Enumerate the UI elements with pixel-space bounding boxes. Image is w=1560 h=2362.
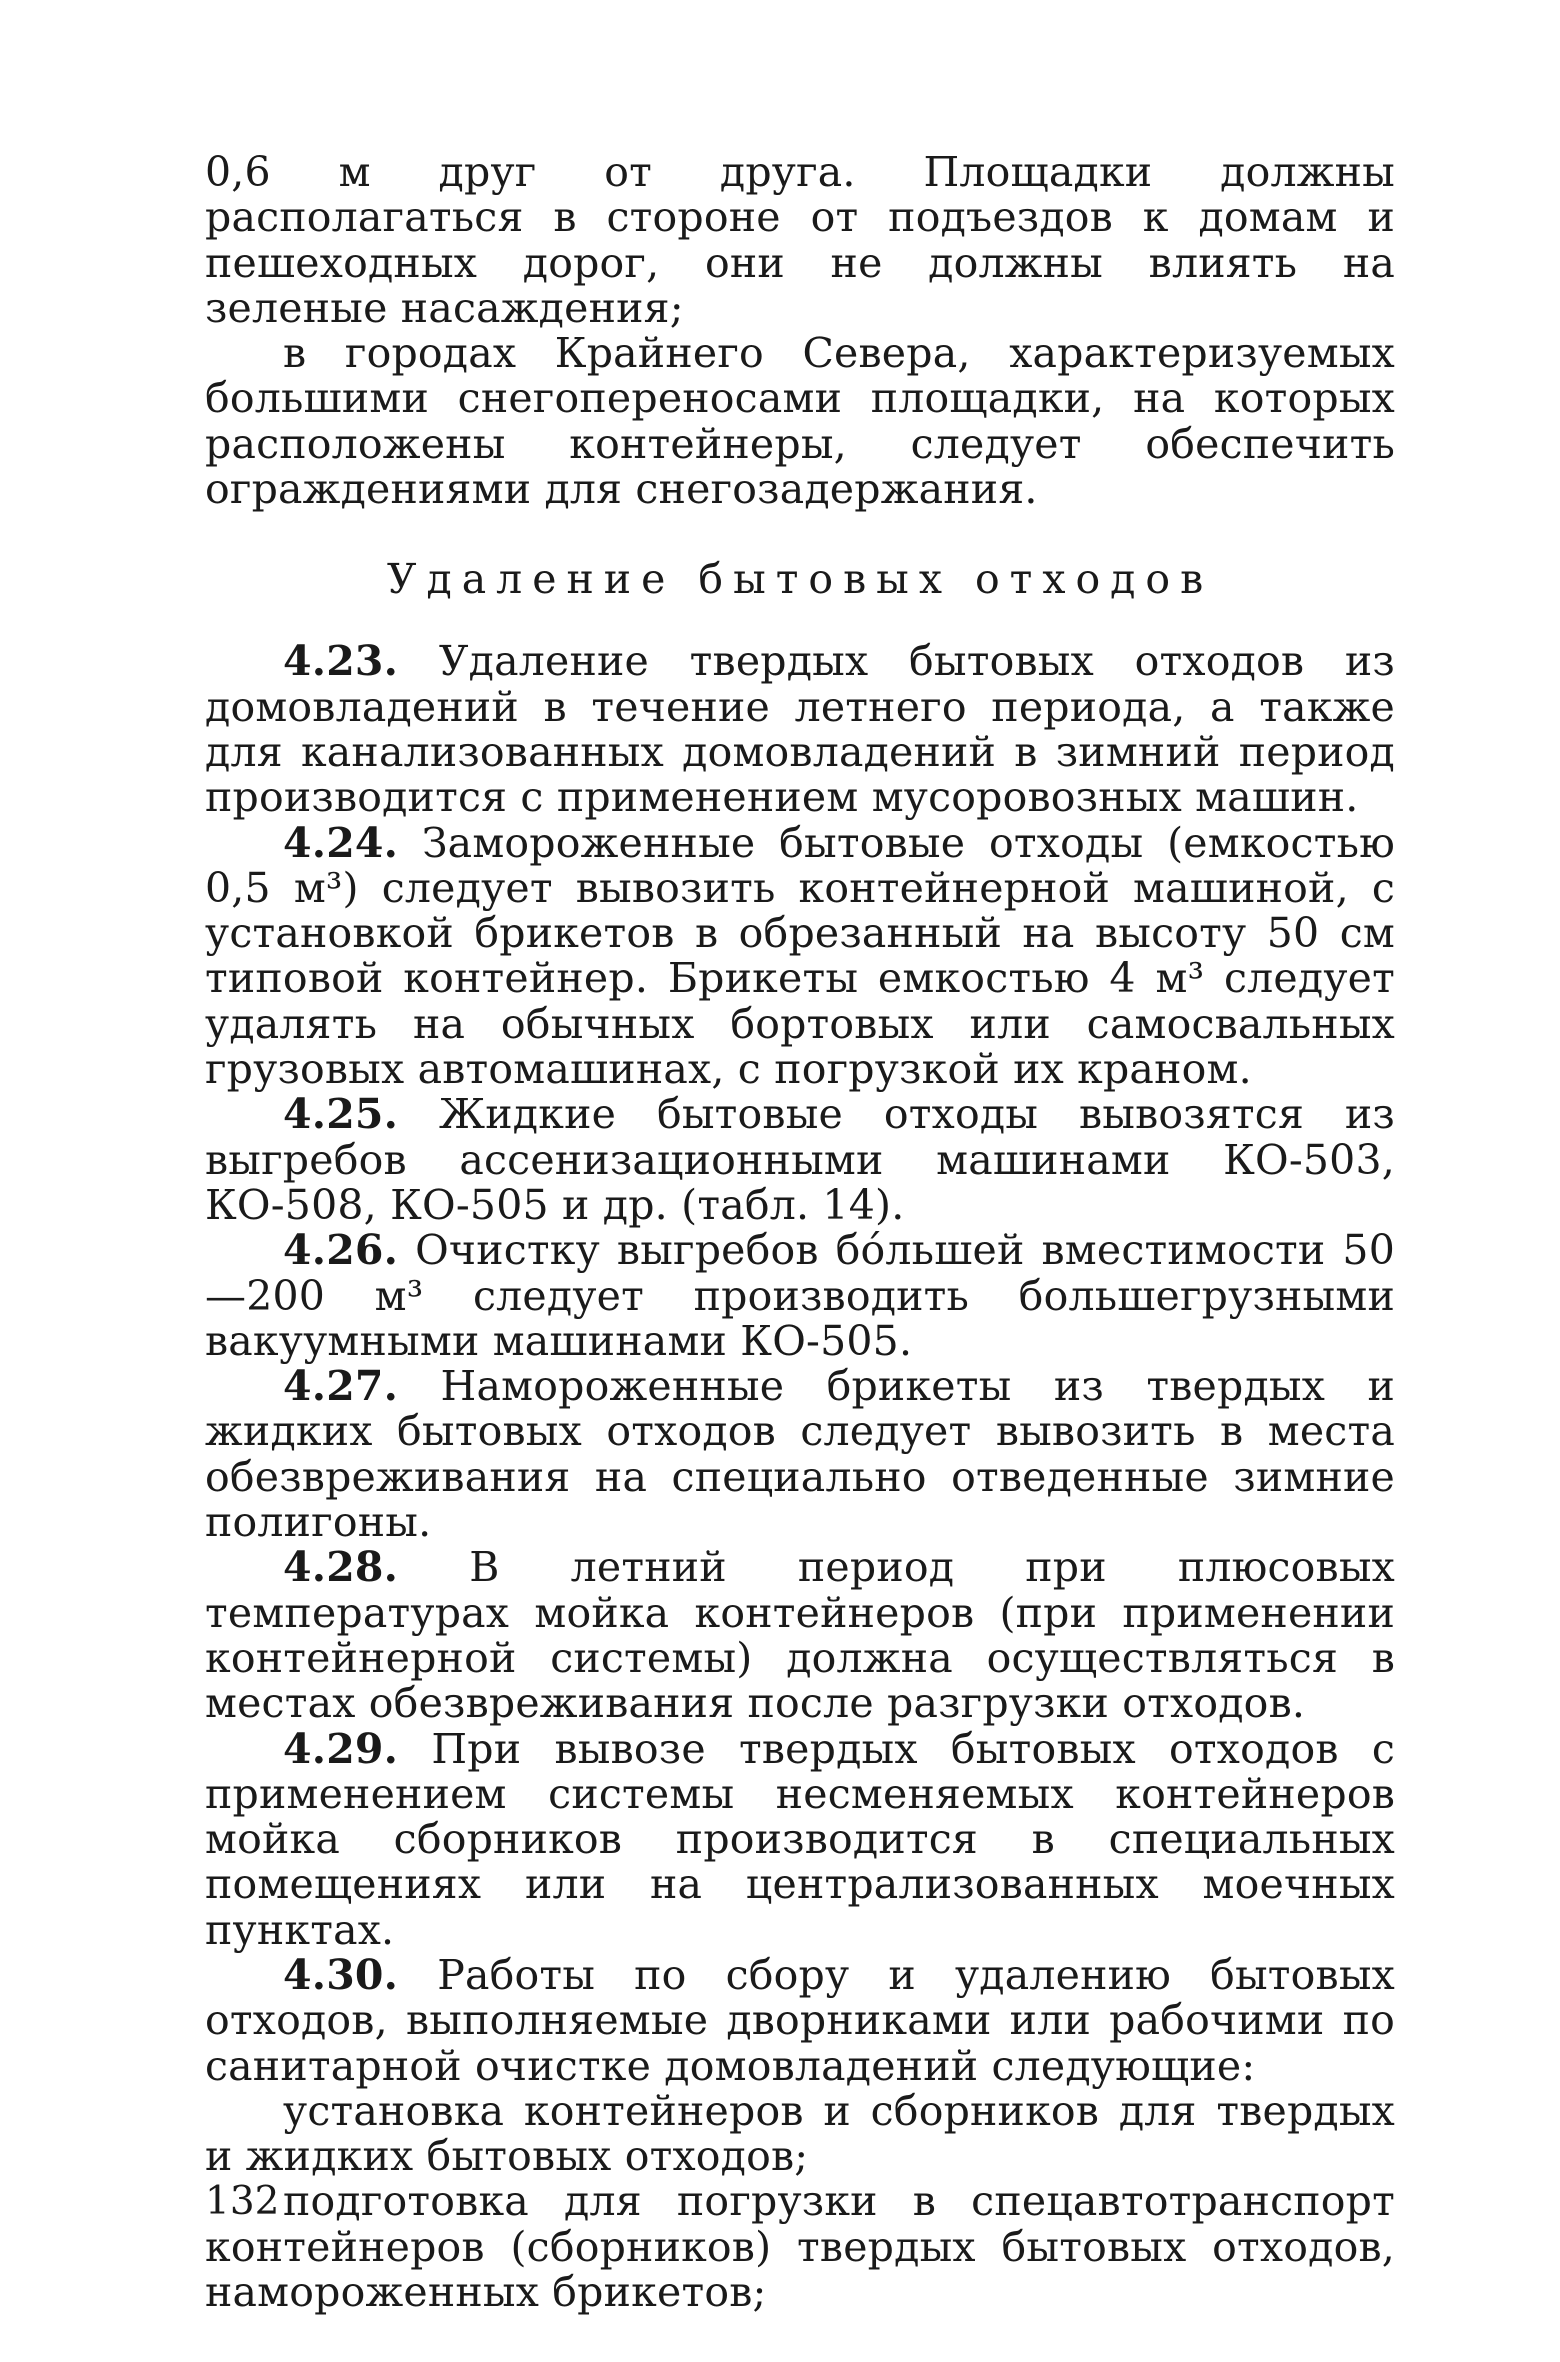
item-number: 4.26. <box>283 1226 399 1275</box>
item-text: Намороженные брикеты из твердых и жидких бытовых отходов следует вывозить в места обезвреживания на специально отведенные зимние полигоны. <box>205 1362 1395 1547</box>
item-number: 4.28. <box>283 1543 399 1592</box>
item-4-28 <box>205 1545 1395 1726</box>
item-text: Очистку выгребов бóльшей вместимости 50—200 м³ следует производить большегрузными вакуумными машинами КО-505. <box>205 1226 1395 1365</box>
intro-paragraph-north: в городах Крайнего Севера, характеризуемых большими снегопереносами площадки, на которых расположены контейнеры, следует обеспечить ограждениями для снегозадержания. <box>205 329 1395 514</box>
item-number: 4.24. <box>283 818 399 867</box>
item-text: Работы по сбору и удалению бытовых отходов, выполняемые дворниками или рабочими по санитарной очистке домовладений следующие: <box>205 1950 1395 2090</box>
item-number: 4.30. <box>283 1950 399 1999</box>
item-4-24 <box>205 818 1395 1094</box>
item-4-26 <box>205 1228 1395 1364</box>
item-text: В летний период при плюсовых температурах мойка контейнеров (при применении контейнерной системы) должна осуществляться в местах обезвреживания после разгрузки отходов. <box>205 1543 1395 1728</box>
item-number: 4.23. <box>283 637 399 686</box>
item-4-27 <box>205 1364 1395 1545</box>
list-item-loading: подготовка для погрузки в спецавтотранспорт контейнеров (сборников) твердых бытовых отходов, намороженных брикетов; <box>205 2177 1395 2317</box>
document-page <box>205 150 1395 2315</box>
item-4-30 <box>205 1950 1395 2090</box>
list-item-containers: установка контейнеров и сборников для твердых и жидких бытовых отходов; <box>205 2086 1395 2181</box>
item-text: При вывозе твердых бытовых отходов с применением системы несменяемых контейнеров мойка сборников производится в специальных помещениях или на централизованных моечных пунктах. <box>205 1724 1395 1954</box>
item-number: 4.29. <box>283 1724 399 1773</box>
intro-paragraph-continuation: 0,6 м друг от друга. Площадки должны располагаться в стороне от подъездов к домам и пешеходных дорог, они не должны влиять на зеленые насаждения; <box>205 148 1395 332</box>
item-4-25 <box>205 1092 1395 1228</box>
item-text: Жидкие бытовые отходы вывозятся из выгребов ассенизационными машинами КО-503, КО-508, КО-505 и др. (табл. 14). <box>205 1090 1395 1229</box>
item-number: 4.27. <box>283 1362 399 1411</box>
item-4-23 <box>205 639 1395 820</box>
item-text: Удаление твердых бытовых отходов из домовладений в течение летнего периода, а также для канализованных домовладений в зимний период производится с применением мусоровозных машин. <box>205 637 1395 822</box>
item-number: 4.25. <box>283 1090 399 1139</box>
item-text: Замороженные бытовые отходы (емкостью 0,5 м³) следует вывозить контейнерной машиной, с установкой брикетов в обрезанный на высоту 50 см типовой контейнер. Брикеты емкостью 4 м³ следует удалять на обычных бортовых или самосвальных грузовых автомашинах, с погрузкой их краном. <box>205 818 1395 1094</box>
section-heading: Удаление бытовых отходов <box>386 555 1214 604</box>
item-4-29 <box>205 1724 1395 1954</box>
page-number: 132 <box>205 2179 280 2224</box>
